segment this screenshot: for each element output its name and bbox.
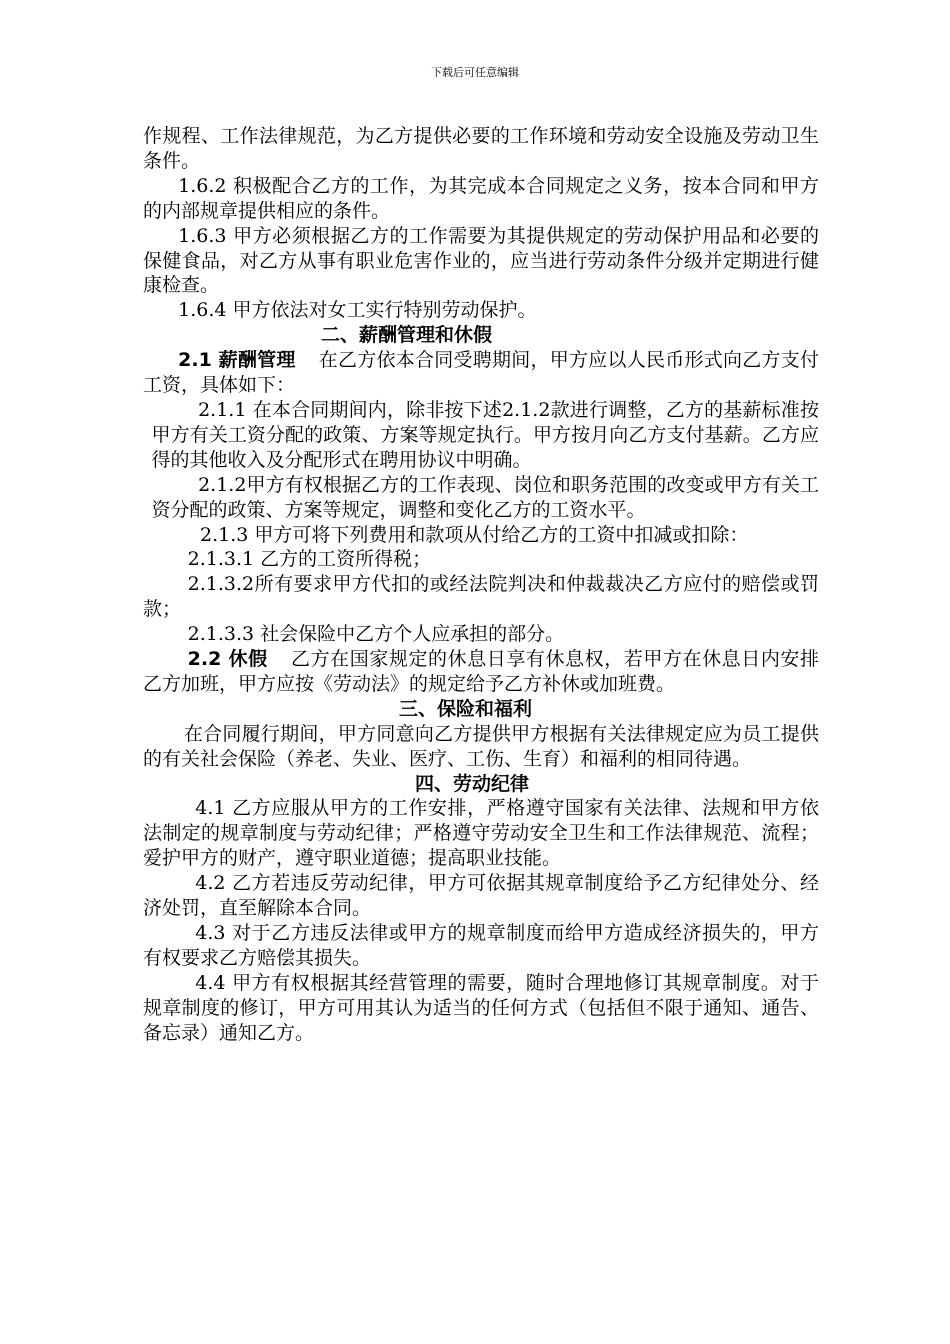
clause-text-2-1: 在乙方依本合同受聘期间，甲方应以人民币形式向乙方支付工资，具体如下： <box>143 349 819 397</box>
section-heading-3: 三、保险和福利 <box>399 697 533 720</box>
clause-label-2-2: 2.2 休假 <box>187 648 268 671</box>
section-heading-2: 二、薪酬管理和休假 <box>321 324 493 347</box>
clause-label-2-1: 2.1 薪酬管理 <box>178 349 296 372</box>
paragraph-2-2 <box>143 647 819 697</box>
page-header-note: 下载后可任意编辑 <box>431 66 519 79</box>
section-heading-4: 四、劳动纪律 <box>415 772 530 795</box>
paragraph-1-6-3: 1.6.3 甲方必须根据乙方的工作需要为其提供规定的劳动保护用品和必要的保健食品，对乙方从事有职业危害作业的，应当进行劳动条件分级并定期进行健康检查。 <box>143 224 819 297</box>
paragraph-4-1: 4.1 乙方应服从甲方的工作安排，严格遵守国家有关法律、法规和甲方依法制定的规章制度与劳动纪律；严格遵守劳动安全卫生和工作法律规范、流程；爱护甲方的财产，遵守职业道德；提高职业技能。 <box>143 797 819 870</box>
paragraph-4-3: 4.3 对于乙方违反法律或甲方的规章制度而给甲方造成经济损失的，甲方有权要求乙方赔偿其损失。 <box>143 922 819 969</box>
paragraph-2-1-2: 2.1.2甲方有权根据乙方的工作表现、岗位和职务范围的改变或甲方有关工资分配的政策、方案等规定，调整和变化乙方的工资水平。 <box>151 473 819 521</box>
paragraph-1-6-4: 1.6.4 甲方依法对女工实行特别劳动保护。 <box>178 299 537 322</box>
paragraph-4-2: 4.2 乙方若违反劳动纪律，甲方可依据其规章制度给予乙方纪律处分、经济处罚，直至解除本合同。 <box>143 872 819 920</box>
paragraph-1-6-1-continued: 作规程、工作法律规范，为乙方提供必要的工作环境和劳动安全设施及劳动卫生条件。 <box>143 125 819 172</box>
paragraph-4-4: 4.4 甲方有权根据其经营管理的需要，随时合理地修订其规章制度。对于规章制度的修订，甲方可用其认为适当的任何方式（包括但不限于通知、通告、备忘录）通知乙方。 <box>143 971 819 1044</box>
paragraph-3: 在合同履行期间，甲方同意向乙方提供甲方根据有关法律规定应为员工提供的有关社会保险（养老、失业、医疗、工伤、生育）和福利的相同待遇。 <box>143 722 819 770</box>
paragraph-2-1 <box>143 348 819 398</box>
paragraph-2-1-1: 2.1.1 在本合同期间内，除非按下述2.1.2款进行调整，乙方的基薪标准按甲方有关工资分配的政策、方案等规定执行。甲方按月向乙方支付基薪。乙方应得的其他收入及分配形式在聘用协议中明确。 <box>151 398 819 471</box>
paragraph-2-1-3-2: 2.1.3.2所有要求甲方代扣的或经法院判决和仲裁裁决乙方应付的赔偿或罚款； <box>143 573 819 621</box>
paragraph-2-1-3: 2.1.3 甲方可将下列费用和款项从付给乙方的工资中扣减或扣除： <box>199 523 749 546</box>
clause-text-2-2: 乙方在国家规定的休息日享有休息权，若甲方在休息日内安排乙方加班，甲方应按《劳动法》的规定给予乙方补休或加班费。 <box>143 648 819 695</box>
paragraph-1-6-2: 1.6.2 积极配合乙方的工作，为其完成本合同规定之义务，按本合同和甲方的内部规章提供相应的条件。 <box>143 174 819 222</box>
paragraph-2-1-3-3: 2.1.3.3 社会保险中乙方个人应承担的部分。 <box>187 623 565 646</box>
paragraph-2-1-3-1: 2.1.3.1 乙方的工资所得税； <box>187 548 432 571</box>
document-body <box>143 124 819 1046</box>
